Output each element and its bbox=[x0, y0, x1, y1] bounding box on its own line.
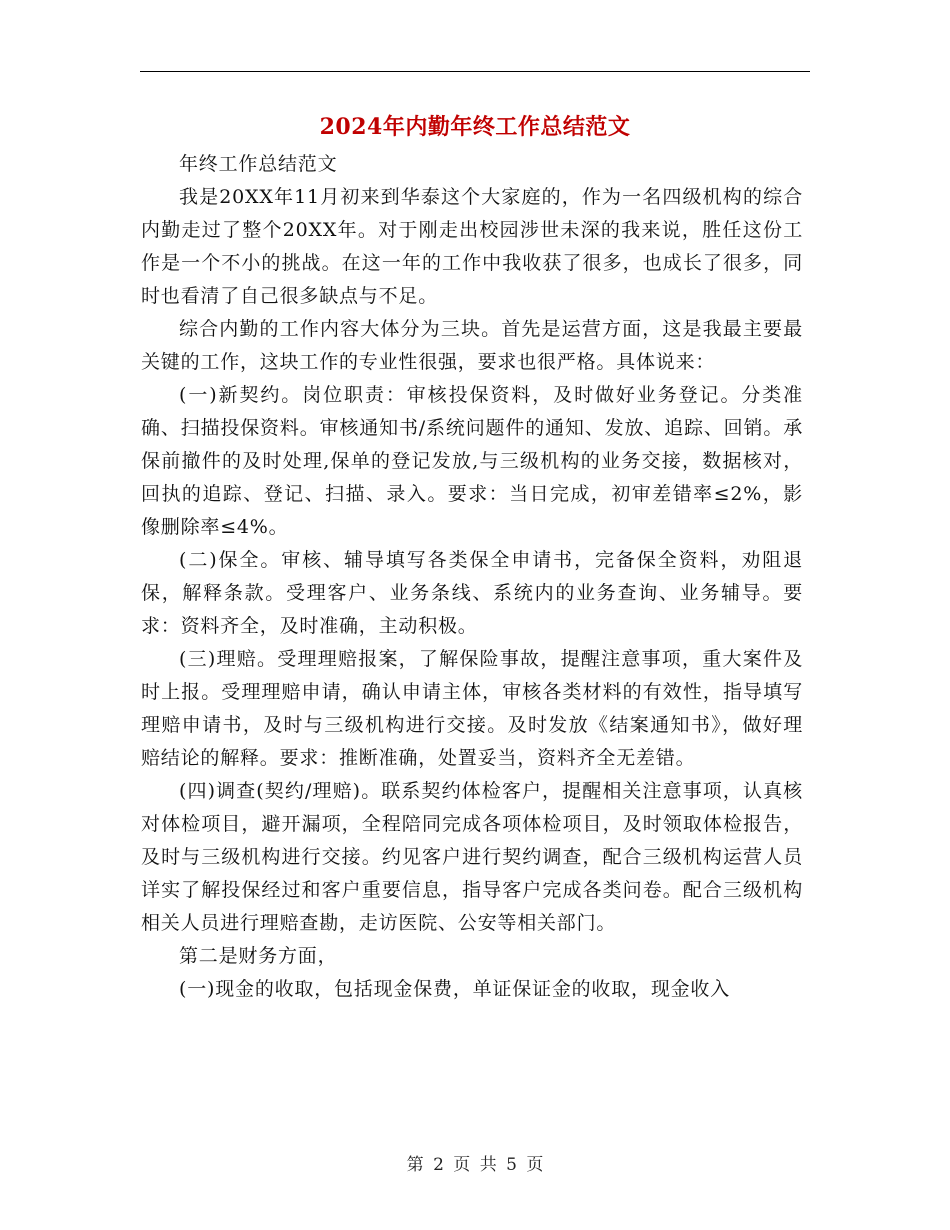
paragraph-preservation: (二)保全。审核、辅导填写各类保全申请书，完备保全资料，劝阻退保，解释条款。受理客户、业务条线、系统内的业务查询、业务辅导。要求：资料齐全，及时准确，主动积极。 bbox=[141, 549, 803, 637]
paragraph-overview: 综合内勤的工作内容大体分为三块。首先是运营方面，这是我最主要最关键的工作，这块工作的专业性很强，要求也很严格。具体说来： bbox=[141, 318, 803, 373]
header-rule bbox=[140, 71, 810, 72]
paragraph-finance-heading: 第二是财务方面， bbox=[179, 945, 338, 967]
paragraph-new-contract: (一)新契约。岗位职责：审核投保资料，及时做好业务登记。分类准确、扫描投保资料。审核通知书/系统问题件的通知、发放、追踪、回销。承保前撤件的及时处理,保单的登记发放,与三级机构的业务交接，数据核对，回执的追踪、登记、扫描、录入。要求：当日完成，初审差错率≤2%，影像删除率≤4%。 bbox=[141, 384, 803, 538]
paragraph-claims: (三)理赔。受理理赔报案，了解保险事故，提醒注意事项，重大案件及时上报。受理理赔申请，确认申请主体，审核各类材料的有效性，指导填写理赔申请书，及时与三级机构进行交接。及时发放《结案通知书》，做好理赔结论的解释。要求：推断准确，处置妥当，资料齐全无差错。 bbox=[141, 648, 803, 769]
paragraph-investigation: (四)调查(契约/理赔)。联系契约体检客户，提醒相关注意事项，认真核对体检项目，避开漏项，全程陪同完成各项体检项目，及时领取体检报告，及时与三级机构进行交接。约见客户进行契约调查，配合三级机构运营人员详实了解投保经过和客户重要信息，指导客户完成各类问卷。配合三级机构相关人员进行理赔查勘，走访医院、公安等相关部门。 bbox=[141, 780, 803, 934]
document-body bbox=[141, 148, 803, 1006]
document-title: 2024年内勤年终工作总结范文 bbox=[319, 114, 631, 140]
page-number: 第 2 页 共 5 页 bbox=[406, 1155, 544, 1175]
paragraph-subtitle: 年终工作总结范文 bbox=[179, 153, 338, 175]
paragraph-intro: 我是20XX年11月初来到华泰这个大家庭的，作为一名四级机构的综合内勤走过了整个20XX年。对于刚走出校园涉世未深的我来说，胜任这份工作是一个不小的挑战。在这一年的工作中我收获了很多，也成长了很多，同时也看清了自己很多缺点与不足。 bbox=[141, 186, 803, 307]
paragraph-cash: (一)现金的收取，包括现金保费，单证保证金的收取，现金收入 bbox=[179, 978, 731, 1000]
